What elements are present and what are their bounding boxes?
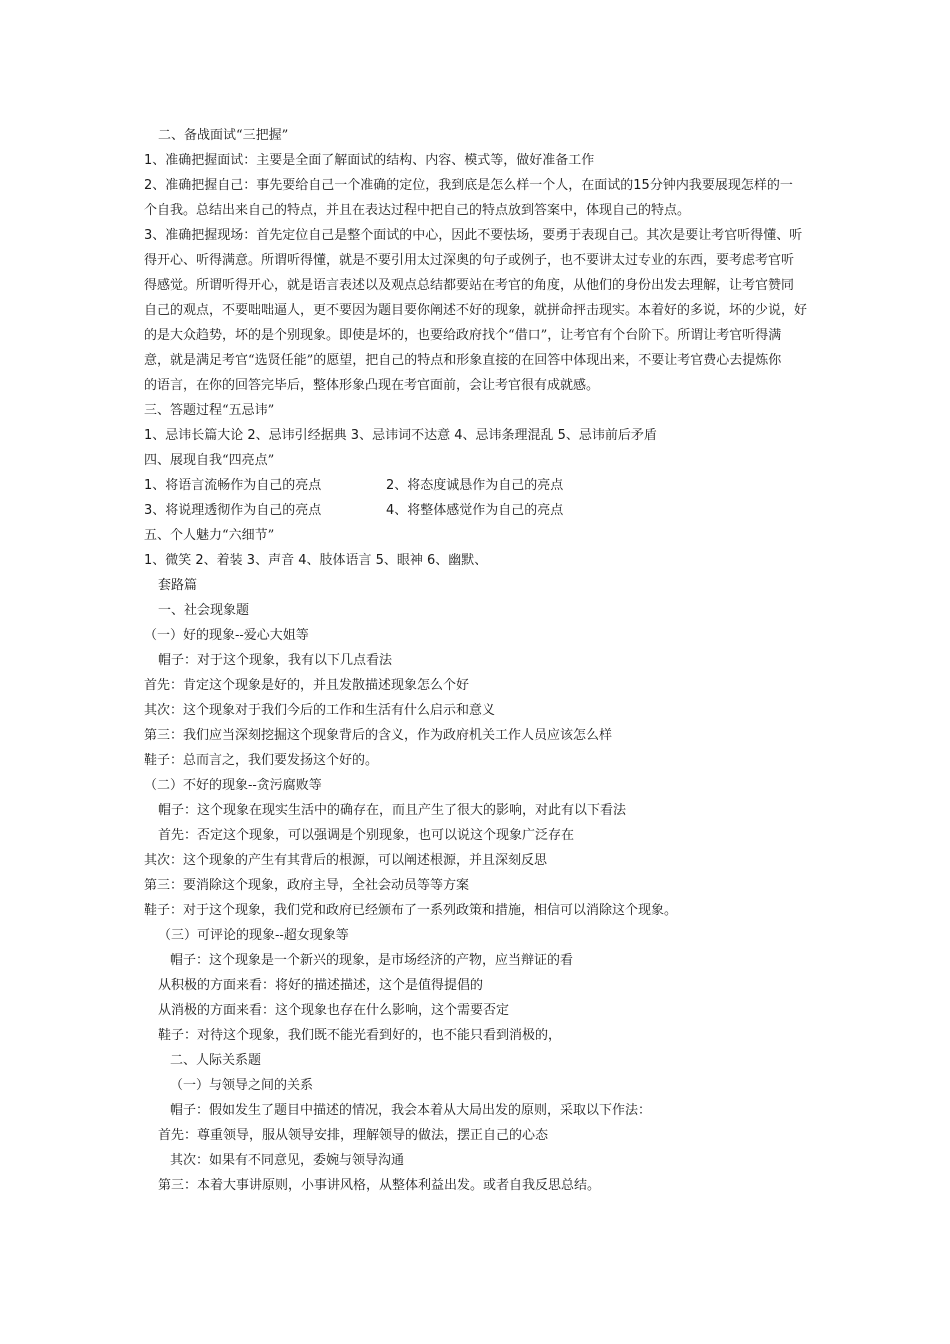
highlight-item: 2、将态度诚恳作为自己的亮点 xyxy=(386,478,564,493)
paragraph-line: 其次：如果有不同意见，委婉与领导沟通 xyxy=(170,1153,405,1168)
heading-show-yourself: 四、展现自我“四亮点” xyxy=(144,453,275,468)
heading-preparation: 二、备战面试“三把握” xyxy=(158,128,289,143)
subheading-good-phenomena: （一）好的现象--爱心大姐等 xyxy=(144,628,309,643)
paragraph-line: 首先：肯定这个现象是好的，并且发散描述现象怎么个好 xyxy=(144,678,470,693)
paragraph-line: 帽子：假如发生了题目中描述的情况，我会本着从大局出发的原则，采取以下作法： xyxy=(170,1103,652,1118)
paragraph-line: 其次：这个现象的产生有其背后的根源，可以阐述根源，并且深刻反思 xyxy=(144,853,548,868)
paragraph-line: 得开心、听得满意。所谓听得懂，就是不要引用太过深奥的句子或例子，也不要讲太过专业的东西，要考虑考官听 xyxy=(144,253,795,268)
paragraph-line: 1、准确把握面试：主要是全面了解面试的结构、内容、模式等，做好准备工作 xyxy=(144,153,595,168)
subheading-bad-phenomena: （二）不好的现象--贪污腐败等 xyxy=(144,778,322,793)
paragraph-line: 2、准确把握自己：事先要给自己一个准确的定位，我到底是怎么样一个人，在面试的15分钟内我要展现怎样的一 xyxy=(144,178,793,193)
subheading-debatable-phenomena: （三）可评论的现象--超女现象等 xyxy=(158,928,349,943)
heading-answer-process: 三、答题过程“五忌讳” xyxy=(144,403,275,418)
highlight-item: 4、将整体感觉作为自己的亮点 xyxy=(386,503,564,518)
paragraph-line: 从消极的方面来看：这个现象也存在什么影响，这个需要否定 xyxy=(158,1003,510,1018)
paragraph-line: 从积极的方面来看：将好的描述描述，这个是值得提倡的 xyxy=(158,978,484,993)
heading-interpersonal: 二、人际关系题 xyxy=(170,1053,262,1068)
paragraph-line: 自己的观点，不要咄咄逼人，更不要因为题目要你阐述不好的现象，就拼命抨击现实。本着好的多说，坏的少说，好 xyxy=(144,303,808,318)
subheading-leader-relations: （一）与领导之间的关系 xyxy=(170,1078,314,1093)
paragraph-line: 首先：尊重领导，服从领导安排，理解领导的做法，摆正自己的心态 xyxy=(158,1128,549,1143)
paragraph-line: 的语言，在你的回答完毕后，整体形象凸现在考官面前，会让考官很有成就感。 xyxy=(144,378,600,393)
paragraph-line: 鞋子：总而言之，我们要发扬这个好的。 xyxy=(144,753,379,768)
heading-routines: 套路篇 xyxy=(158,578,198,593)
paragraph-line: 第三：要消除这个现象，政府主导，全社会动员等等方案 xyxy=(144,878,470,893)
paragraph-line: 3、准确把握现场：首先定位自己是整个面试的中心，因此不要怯场，要勇于表现自己。其次是要让考官听得懂、听 xyxy=(144,228,803,243)
paragraph-line: 得感觉。所谓听得开心，就是语言表述以及观点总结都要站在考官的角度，从他们的身份出发去理解，让考官赞同 xyxy=(144,278,795,293)
paragraph-line: 的是大众趋势，坏的是个别现象。即使是坏的，也要给政府找个“借口”，让考官有个台阶下。所谓让考官听得满 xyxy=(144,328,782,343)
paragraph-line: 第三：本着大事讲原则，小事讲风格，从整体利益出发。或者自我反思总结。 xyxy=(158,1178,601,1193)
heading-personal-charm: 五、个人魅力“六细节” xyxy=(144,528,275,543)
paragraph-line: 鞋子：对于这个现象，我们党和政府已经颁布了一系列政策和措施，相信可以消除这个现象。 xyxy=(144,903,678,918)
paragraph-line: 首先：否定这个现象，可以强调是个别现象，也可以说这个现象广泛存在 xyxy=(158,828,575,843)
highlight-item: 3、将说理透彻作为自己的亮点 xyxy=(144,503,322,518)
paragraph-line: 第三：我们应当深刻挖掘这个现象背后的含义，作为政府机关工作人员应该怎么样 xyxy=(144,728,613,743)
heading-social-phenomena: 一、社会现象题 xyxy=(158,603,250,618)
paragraph-line: 鞋子：对待这个现象，我们既不能光看到好的，也不能只看到消极的， xyxy=(158,1028,562,1043)
taboo-list: 1、忌讳长篇大论 2、忌讳引经据典 3、忌讳词不达意 4、忌讳条理混乱 5、忌讳前后矛盾 xyxy=(144,428,657,443)
paragraph-line: 意，就是满足考官“选贤任能”的愿望，把自己的特点和形象直接的在回答中体现出来，不要让考官费心去提炼你 xyxy=(144,353,782,368)
paragraph-line: 帽子：这个现象在现实生活中的确存在，而且产生了很大的影响，对此有以下看法 xyxy=(158,803,627,818)
details-list: 1、微笑 2、着装 3、声音 4、肢体语言 5、眼神 6、幽默、 xyxy=(144,553,488,568)
paragraph-line: 个自我。总结出来自己的特点，并且在表达过程中把自己的特点放到答案中，体现自己的特点。 xyxy=(144,203,691,218)
paragraph-line: 其次：这个现象对于我们今后的工作和生活有什么启示和意义 xyxy=(144,703,496,718)
highlight-item: 1、将语言流畅作为自己的亮点 xyxy=(144,478,322,493)
paragraph-line: 帽子：对于这个现象，我有以下几点看法 xyxy=(158,653,393,668)
paragraph-line: 帽子：这个现象是一个新兴的现象，是市场经济的产物，应当辩证的看 xyxy=(170,953,574,968)
